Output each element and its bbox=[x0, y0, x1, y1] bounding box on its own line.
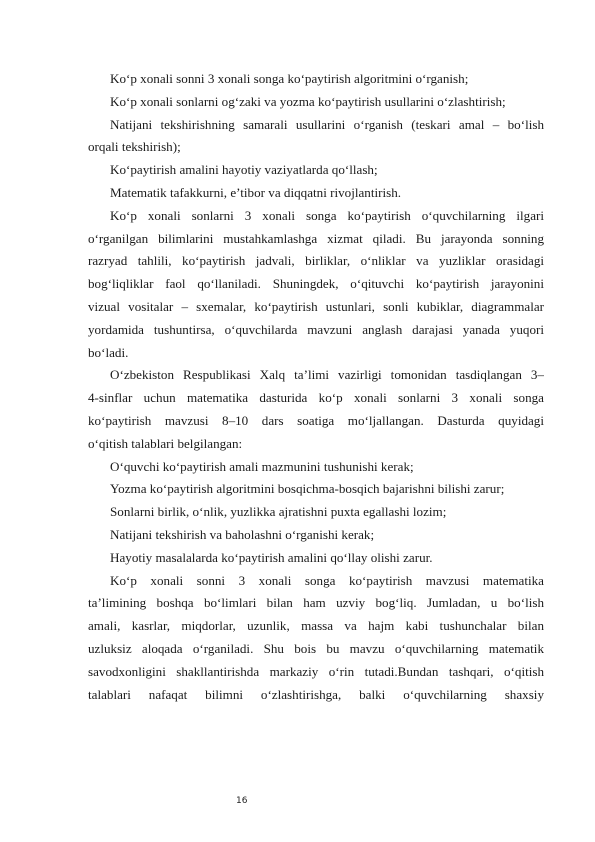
text-line: Ko‘p xonali sonni 3 xonali songa ko‘paytirish algoritmini o‘rganish; bbox=[110, 71, 469, 86]
text-line: vizual vositalar – sxemalar, ko‘paytirish ustunlari, sonli kubiklar, diagrammalar bbox=[88, 298, 544, 314]
text-line: Hayotiy masalalarda ko‘paytirish amalini qo‘llay olishi zarur. bbox=[110, 549, 433, 565]
text-line: 4-sinflar uchun matematika dasturida ko‘p xonali sonlarni 3 xonali songa bbox=[88, 390, 544, 406]
text-line: bo‘ladi. bbox=[88, 344, 129, 360]
page-number: 16 bbox=[236, 796, 248, 806]
text-line: Ko‘p xonali sonlarni og‘zaki va yozma ko‘paytirish usullarini o‘zlashtirish; bbox=[110, 93, 506, 109]
text-line: razryad tahlili, ko‘paytirish jadvali, birliklar, o‘nliklar va yuzliklar orasidagi bbox=[88, 253, 544, 269]
text-line: amali, kasrlar, miqdorlar, uzunlik, massa va hajm kabi tushunchalar bilan bbox=[88, 618, 544, 634]
text-line: ta’limining boshqa bo‘limlari bilan ham uzviy bog‘liq. Jumladan, u bo‘lish bbox=[88, 595, 544, 611]
text-line: Ko‘p xonali sonni 3 xonali songa ko‘paytirish mavzusi matematika bbox=[110, 572, 544, 588]
document-body bbox=[88, 68, 544, 706]
text-line: Natijani tekshirish va baholashni o‘rganishi kerak; bbox=[110, 526, 375, 542]
text-line: savodxonligini shakllantirishda markaziy o‘rin tutadi.Bundan tashqari, o‘qitish bbox=[88, 663, 544, 679]
text-line: ko‘paytirish mavzusi 8–10 dars soatiga mo‘ljallangan. Dasturda quyidagi bbox=[88, 412, 544, 428]
text-line: Sonlarni birlik, o‘nlik, yuzlikka ajratishni puxta egallashi lozim; bbox=[110, 504, 447, 520]
text-line: orqali tekshirish); bbox=[88, 139, 181, 155]
text-line: o‘qitish talablari belgilangan: bbox=[88, 435, 243, 451]
text-line: o‘rganilgan bilimlarini mustahkamlashga xizmat qiladi. Bu jarayonda sonning bbox=[88, 230, 544, 246]
text-line: Yozma ko‘paytirish algoritmini bosqichma-bosqich bajarishni bilishi zarur; bbox=[110, 481, 505, 497]
text-line: uzluksiz aloqada o‘rganiladi. Shu bois bu mavzu o‘quvchilarning matematik bbox=[88, 640, 544, 656]
text-line: Ko‘p xonali sonlarni 3 xonali songa ko‘paytirish o‘quvchilarning ilgari bbox=[110, 207, 544, 223]
text-line: bog‘liqliklar faol qo‘llaniladi. Shuningdek, o‘qituvchi ko‘paytirish jarayonini bbox=[88, 276, 544, 292]
text-line: Matematik tafakkurni, e’tibor va diqqatni rivojlantirish. bbox=[110, 184, 402, 200]
text-line: O‘zbekiston Respublikasi Xalq ta’limi vazirligi tomonidan tasdiqlangan 3– bbox=[110, 367, 544, 383]
text-line: talablari nafaqat bilimni o‘zlashtirishga, balki o‘quvchilarning shaxsiy bbox=[88, 686, 544, 702]
text-line: O‘quvchi ko‘paytirish amali mazmunini tushunishi kerak; bbox=[110, 458, 414, 474]
text-line: Ko‘paytirish amalini hayotiy vaziyatlarda qo‘llash; bbox=[110, 162, 378, 178]
text-line: Natijani tekshirishning samarali usullarini o‘rganish (teskari amal – bo‘lish bbox=[110, 116, 544, 132]
text-line: yordamida tushuntirsa, o‘quvchilarda mavzuni anglash darajasi yanada yuqori bbox=[88, 321, 544, 337]
